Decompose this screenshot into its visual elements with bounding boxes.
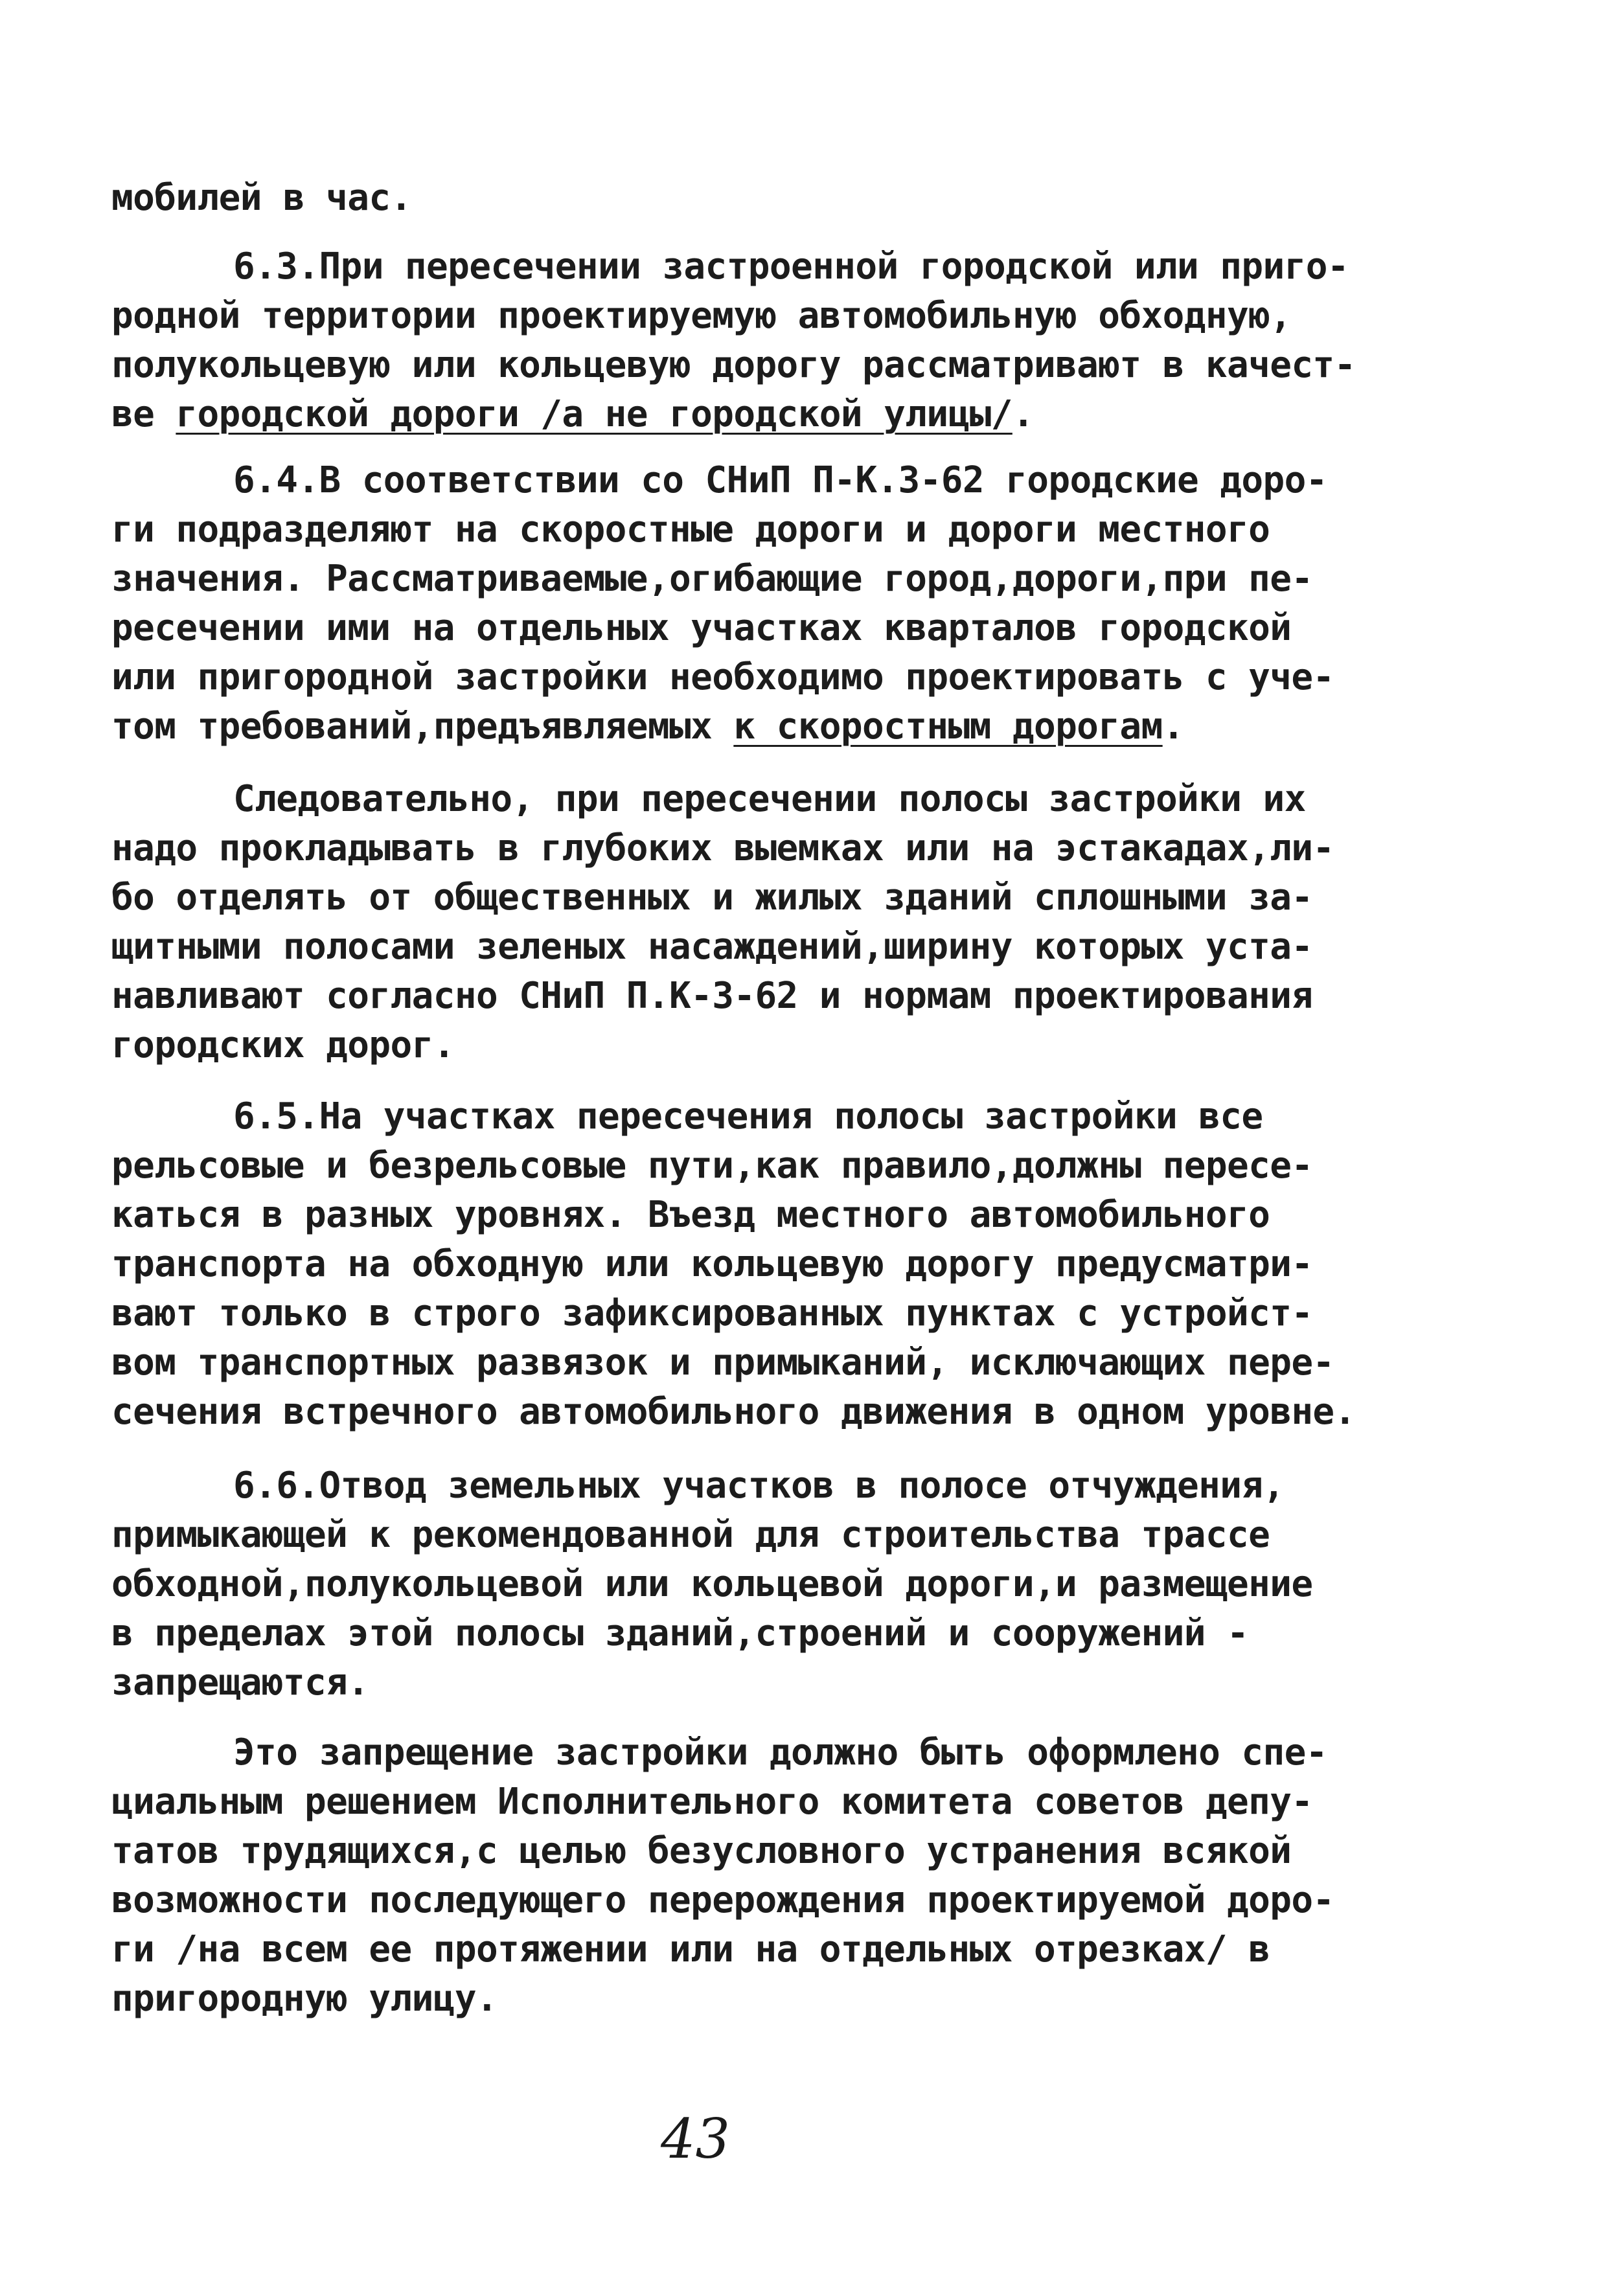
- text-line: обходной,полукольцевой или кольцевой дороги,и размещение: [111, 1563, 1313, 1605]
- text-line: щитными полосами зеленых насаждений,ширину которых уста-: [111, 926, 1313, 968]
- text-line: вом транспортных развязок и примыканий, исключающих пере-: [111, 1342, 1334, 1384]
- text-line: возможности последующего перерождения проектируемой доро-: [111, 1879, 1334, 1921]
- text-line: ресечении ими на отдельных участках кварталов городской: [111, 607, 1292, 649]
- line-text: ве: [111, 393, 176, 435]
- text-line: запрещаются.: [111, 1662, 369, 1704]
- text-line: городских дорог.: [111, 1024, 455, 1066]
- text-line: [111, 702, 1184, 751]
- text-line: мобилей в час.: [111, 177, 412, 219]
- text-line: каться в разных уровнях. Въезд местного автомобильного: [111, 1194, 1270, 1236]
- text-line: полукольцевую или кольцевую дорогу рассматривают в качест-: [111, 344, 1356, 386]
- text-line: 6.5.На участках пересечения полосы застройки все: [233, 1095, 1263, 1137]
- text-line: 6.4.В соответствии со СНиП П-К.3-62 городские доро-: [233, 459, 1327, 501]
- underlined-text: к скоростным дорогам: [733, 705, 1163, 748]
- text-line: циальным решением Исполнительного комитета советов депу-: [111, 1781, 1313, 1823]
- text-line: сечения встречного автомобильного движения в одном уровне.: [111, 1391, 1356, 1433]
- text-line: 6.6.Отвод земельных участков в полосе отчуждения,: [233, 1465, 1285, 1507]
- text-line: примыкающей к рекомендованной для строительства трассе: [111, 1514, 1270, 1556]
- text-line: или пригородной застройки необходимо проектировать с уче-: [111, 656, 1334, 698]
- text-line: [111, 390, 1034, 439]
- text-line: в пределах этой полосы зданий,строений и сооружений -: [111, 1612, 1249, 1654]
- text-line: родной территории проектируемую автомобильную обходную,: [111, 295, 1292, 337]
- text-line: навливают согласно СНиП П.К-3-62 и нормам проектирования: [111, 975, 1313, 1017]
- line-text: .: [1162, 705, 1184, 748]
- text-line: транспорта на обходную или кольцевую дорогу предусматри-: [111, 1243, 1313, 1285]
- text-line: рельсовые и безрельсовые пути,как правило,должны пересе-: [111, 1145, 1313, 1187]
- line-text: том требований,предъявляемых: [111, 705, 734, 748]
- text-line: Следовательно, при пересечении полосы застройки их: [233, 778, 1306, 820]
- text-line: Это запрещение застройки должно быть оформлено спе-: [233, 1731, 1327, 1774]
- text-line: значения. Рассматриваемые,огибающие город,дороги,при пе-: [111, 558, 1313, 600]
- text-line: вают только в строго зафиксированных пунктах с устройст-: [111, 1292, 1313, 1334]
- text-line: ги /на всем ее протяжении или на отдельных отрезках/ в: [111, 1928, 1270, 1970]
- text-line: пригородную улицу.: [111, 1978, 498, 2020]
- text-line: ги подразделяют на скоростные дороги и дороги местного: [111, 508, 1270, 551]
- text-line: 6.3.При пересечении застроенной городской или приго-: [233, 246, 1349, 288]
- line-text: .: [1012, 393, 1034, 435]
- text-line: татов трудящихся,с целью безусловного устранения всякой: [111, 1830, 1292, 1872]
- underlined-text: городской дороги /а не городской улицы/: [176, 393, 1012, 435]
- page-number: 43: [661, 2107, 730, 2171]
- text-line: бо отделять от общественных и жилых зданий сплошными за-: [111, 876, 1313, 919]
- text-line: надо прокладывать в глубоких выемках или на эстакадах,ли-: [111, 827, 1334, 869]
